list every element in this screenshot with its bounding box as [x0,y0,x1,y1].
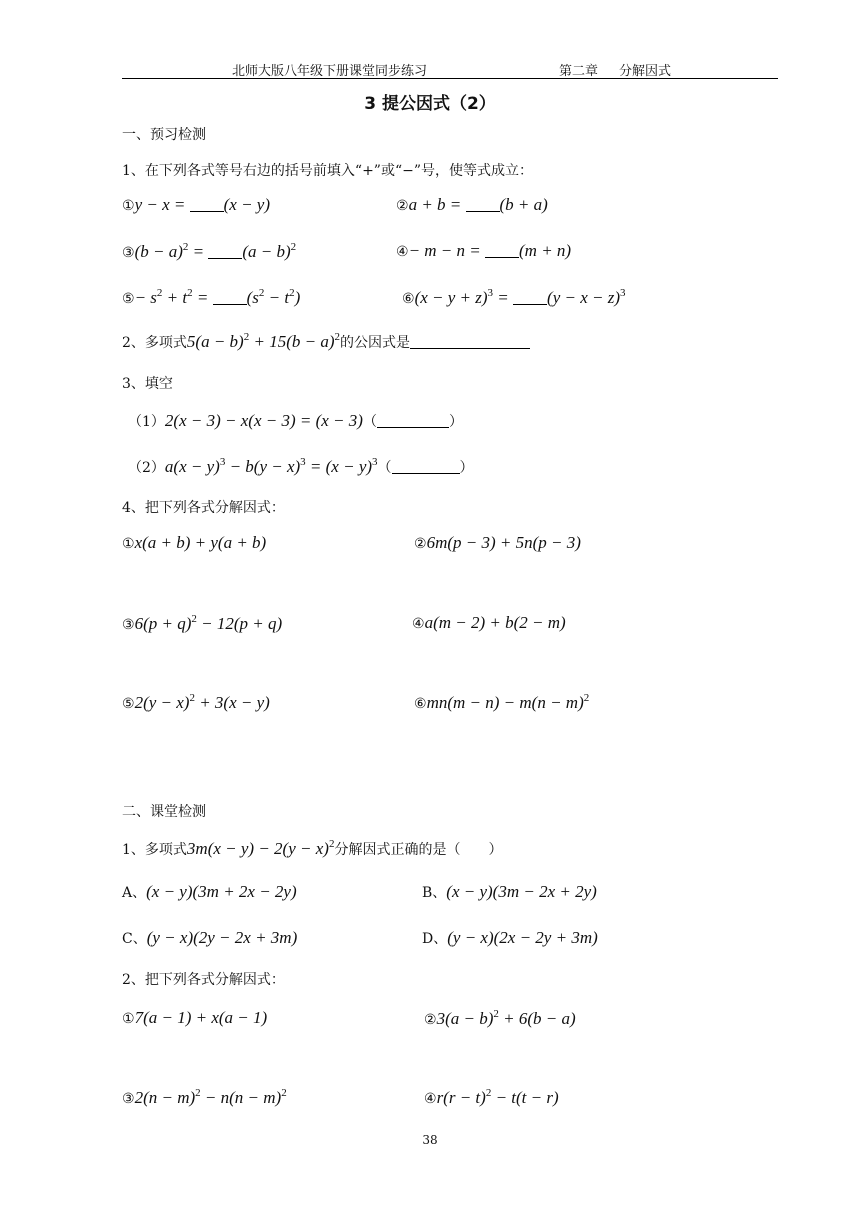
answer-blank[interactable] [190,211,224,212]
answer-blank[interactable] [485,257,519,258]
page-number: 38 [422,1133,438,1147]
section-1-heading: 一、预习检测 [122,127,206,143]
s1-q4-item-2: ②6m(p − 3) + 5n(p − 3) [414,533,581,552]
s1-q1-item-4: ④− m − n = (m + n) [396,241,572,260]
option-c[interactable]: C、(y − x)(2y − 2x + 3m) [122,928,298,947]
s2-q2-item-4: ④r(r − t)$^2$ − t(t − r) [424,1087,559,1107]
answer-blank[interactable] [377,427,449,428]
option-b[interactable]: B、(x − y)(3m − 2x + 2y) [422,882,597,901]
s1-q4-item-1: ①x(a + b) + y(a + b) [122,533,267,552]
s1-q4-item-4: ④a(m − 2) + b(2 − m) [412,613,566,632]
s1-q4-item-5: ⑤2(y − x)$^2$ + 3(x − y) [122,692,270,712]
answer-blank[interactable] [392,473,460,474]
s1-q1-item-6: ⑥(x − $y + z)^3 = (y - x - z)^3$ [402,287,626,307]
s1-q3-stem: 3、填空 [122,376,173,392]
answer-blank[interactable] [466,211,500,212]
s2-q2-item-3: ③2(n − $m)^2 - n(n - m)^2$ [122,1087,287,1107]
s1-q4-item-3: ③6(p + q)$^2$ − 12(p + q) [122,613,283,633]
header-chapter: 第二章 [559,64,599,79]
answer-blank[interactable] [410,348,530,349]
s2-q2-item-2: ②3(a − b)$^2$ + 6(b − a) [424,1008,576,1028]
header-topic: 分解因式 [619,64,672,79]
page-header [122,60,778,79]
s1-q4-item-6: ⑥mn(m − $n) - m(n - m)^2$ [414,692,590,712]
header-book-title: 北师大版八年级下册课堂同步练习 [232,64,428,79]
s2-q1: 1、多项式$3m(x - y) - 2(y - x)^2$分解因式正确的是（ ） [122,838,503,858]
option-d[interactable]: D、(y − x)(2x − 2y + 3m) [422,928,598,947]
option-a[interactable]: A、(x − y)(3m + 2x − 2y) [122,882,297,901]
s1-q1-item-3: ③(b − $a)^2 = (a - b)^2$ [122,241,297,261]
answer-blank[interactable] [208,258,242,259]
answer-blank[interactable] [513,304,547,305]
s1-q1-stem: 1、在下列各式等号右边的括号前填入“+”或“−”号，使等式成立： [122,163,533,179]
s1-q1-item-1: ①y − x = (x − y) [122,195,270,214]
answer-blank[interactable] [213,304,247,305]
s2-q2-item-1: ①7(a − 1) + x(a − 1) [122,1008,268,1027]
s1-q3-item-1: （1）2(x − 3) − x(x − 3) = (x − 3)（ ） [128,411,463,430]
s1-q3-item-2: $(2)a(x - y)^3 - b(y - x)^3 = (x - y)^3$（ ） [128,456,474,476]
s1-q1-item-5: ⑤− $s^2 + t^2 = (s^2 - t^2)$ [122,287,301,307]
section-2-heading: 二、课堂检测 [122,804,206,820]
s2-q2-stem: 2、把下列各式分解因式： [122,972,285,988]
s1-q1-item-2: ②a + b = (b + a) [396,195,548,214]
s1-q4-stem: 4、把下列各式分解因式： [122,500,285,516]
page-title: 3 提公因式（2） [364,94,496,114]
s1-q2: 2、多项式$5(a - b)^2 + 15(b - a)^2$的公因式是 [122,331,530,352]
